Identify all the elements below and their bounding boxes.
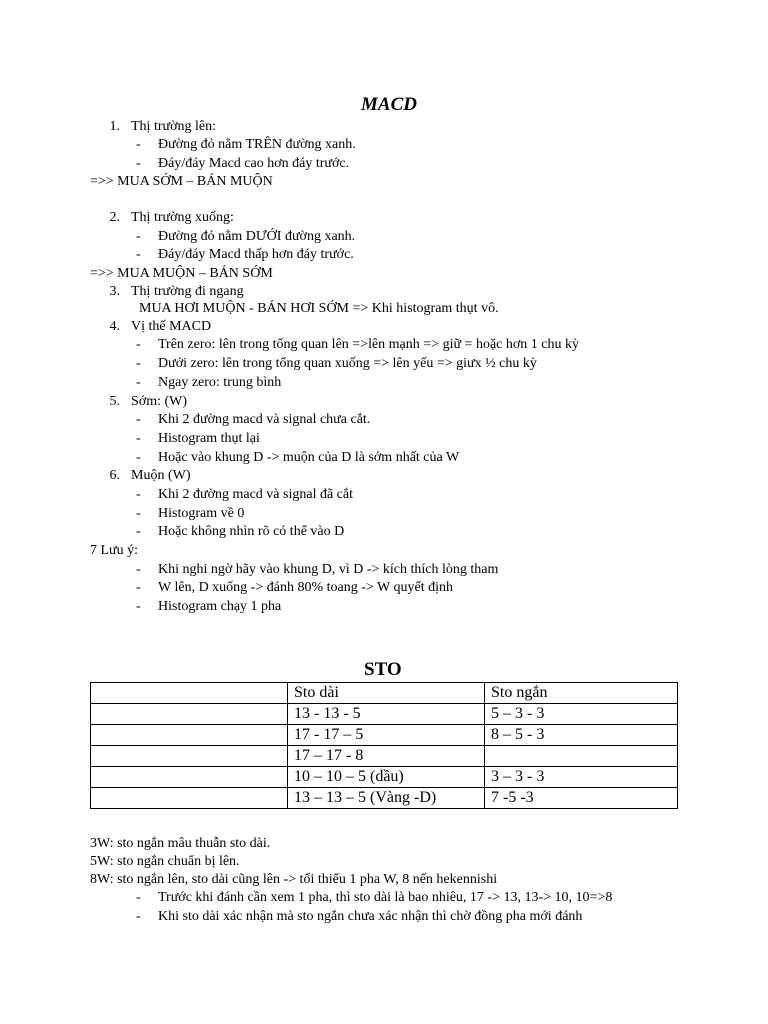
bullet-dash: - <box>136 506 141 521</box>
table-cell: 10 – 10 – 5 (dầu) <box>288 767 485 788</box>
list-item: Hoặc vào khung D -> muộn của D là sớm nhất của W <box>158 450 460 465</box>
bullet-dash: - <box>136 156 141 171</box>
list-item: Trên zero: lên trong tổng quan lên =>lên mạnh => giữ = hoặc hơn 1 chu kỳ <box>158 337 579 352</box>
macd-title: MACD <box>361 94 417 115</box>
section-heading: Vị thế MACD <box>131 319 212 334</box>
list-number: 2. <box>109 210 120 225</box>
note-line: 8W: sto ngắn lên, sto dài cũng lên -> tối thiểu 1 pha W, 8 nến hekennishi <box>90 872 498 887</box>
list-item: Khi sto dài xác nhận mà sto ngắn chưa xác nhận thì chờ đồng pha mới đánh <box>158 909 583 924</box>
table-row <box>91 704 678 725</box>
bullet-dash: - <box>136 562 141 577</box>
list-item: Khi nghi ngờ hãy vào khung D, vì D -> kích thích lòng tham <box>158 562 499 577</box>
list-item: Histogram chạy 1 pha <box>158 599 282 614</box>
bullet-dash: - <box>136 337 141 352</box>
list-item: Đường đỏ nằm TRÊN đường xanh. <box>158 137 356 152</box>
list-item: Trước khi đánh cần xem 1 pha, thì sto dài là bao nhiêu, 17 -> 13, 13-> 10, 10=>8 <box>158 890 613 905</box>
table-cell: 13 – 13 – 5 (Vàng -D) <box>288 788 485 809</box>
list-number: 5. <box>109 394 120 409</box>
bullet-dash: - <box>136 137 141 152</box>
section-heading: Thị trường đi ngang <box>131 284 244 299</box>
bullet-dash: - <box>136 450 141 465</box>
list-item: Hoặc không nhìn rõ có thể vào D <box>158 524 345 539</box>
list-item: Ngay zero: trung bình <box>158 375 282 390</box>
bullet-dash: - <box>136 487 141 502</box>
list-number: 4. <box>109 319 120 334</box>
list-item: Đường đỏ nằm DƯỚI đường xanh. <box>158 229 356 244</box>
bullet-dash: - <box>136 375 141 390</box>
table-cell: Sto dài <box>288 683 485 704</box>
list-item: Histogram về 0 <box>158 506 245 521</box>
table-row <box>91 725 678 746</box>
bullet-dash: - <box>136 247 141 262</box>
table-cell: 7 -5 -3 <box>485 788 678 809</box>
table-row <box>91 767 678 788</box>
list-item: Đáy/đáy Macd thấp hơn đáy trước. <box>158 247 354 262</box>
list-item: Đáy/đáy Macd cao hơn đáy trước. <box>158 156 350 171</box>
table-cell: Sto ngắn <box>485 683 678 704</box>
bullet-dash: - <box>136 580 141 595</box>
table-cell <box>91 725 288 746</box>
list-item: Khi 2 đường macd và signal đã cắt <box>158 487 353 502</box>
section-heading: Muộn (W) <box>131 468 191 483</box>
table-cell <box>91 746 288 767</box>
bullet-dash: - <box>136 412 141 427</box>
table-cell: 13 - 13 - 5 <box>288 704 485 725</box>
bullet-dash: - <box>136 431 141 446</box>
bullet-dash: - <box>136 890 141 905</box>
note-line: 3W: sto ngắn mâu thuẫn sto dài. <box>90 836 271 851</box>
list-item: MUA HƠI MUỘN - BÁN HƠI SỚM => Khi histogram thụt vô. <box>139 301 499 316</box>
table-cell <box>91 767 288 788</box>
list-item: W lên, D xuống -> đánh 80% toang -> W quyết định <box>158 580 453 595</box>
table-cell <box>91 683 288 704</box>
bullet-dash: - <box>136 356 141 371</box>
sto-title: STO <box>364 659 402 680</box>
table-cell <box>485 746 678 767</box>
list-number: 6. <box>109 468 120 483</box>
table-cell <box>91 788 288 809</box>
result-line: =>> MUA SỚM – BÁN MUỘN <box>90 174 273 189</box>
list-number: 1. <box>109 119 120 134</box>
section-heading: Thị trường xuống: <box>131 210 234 225</box>
list-number: 3. <box>109 284 120 299</box>
table-cell: 5 – 3 - 3 <box>485 704 678 725</box>
section-heading: Thị trường lên: <box>131 119 216 134</box>
bullet-dash: - <box>136 909 141 924</box>
result-line: =>> MUA MUỘN – BÁN SỚM <box>90 266 273 281</box>
table-cell: 8 – 5 - 3 <box>485 725 678 746</box>
bullet-dash: - <box>136 524 141 539</box>
list-item: Khi 2 đường macd và signal chưa cắt. <box>158 412 371 427</box>
list-item: Histogram thụt lại <box>158 431 260 446</box>
table-cell: 17 – 17 - 8 <box>288 746 485 767</box>
table-row <box>91 788 678 809</box>
section-heading: 7 Lưu ý: <box>90 543 139 558</box>
table-cell: 17 - 17 – 5 <box>288 725 485 746</box>
table-cell <box>91 704 288 725</box>
table-cell: 3 – 3 - 3 <box>485 767 678 788</box>
note-line: 5W: sto ngắn chuẩn bị lên. <box>90 854 240 869</box>
table-row <box>91 683 678 704</box>
bullet-dash: - <box>136 229 141 244</box>
list-item: Dưới zero: lên trong tổng quan xuống => lên yếu => giưx ½ chu kỳ <box>158 356 537 371</box>
bullet-dash: - <box>136 599 141 614</box>
sto-table <box>90 682 678 809</box>
section-heading: Sớm: (W) <box>131 394 188 409</box>
table-row <box>91 746 678 767</box>
